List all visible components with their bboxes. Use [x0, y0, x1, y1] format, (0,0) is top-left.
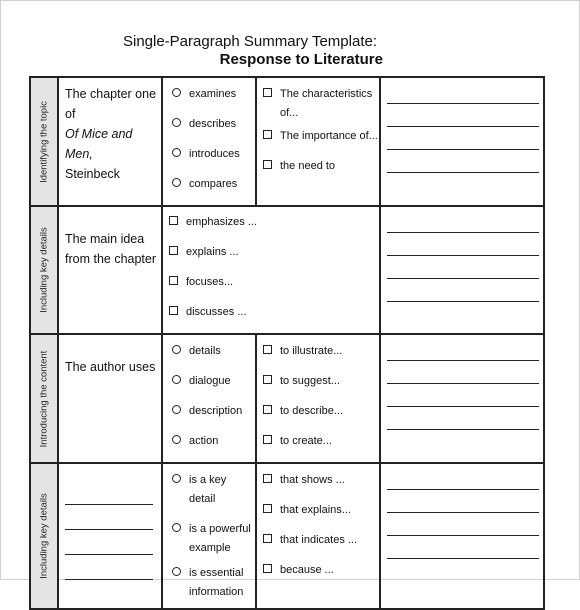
option-label: explains ... [186, 246, 239, 258]
writing-lines-cell [380, 77, 544, 206]
option-item[interactable] [172, 85, 255, 104]
writing-line[interactable] [387, 536, 539, 559]
option-label: The importance of... [280, 130, 378, 142]
option-label: details [189, 345, 221, 357]
book-title: Of Mice and Men, [65, 127, 133, 161]
template-row [30, 463, 544, 609]
option-label: is a powerful example [189, 523, 251, 554]
writing-lines-cell [380, 334, 544, 463]
option-label: is a key detail [189, 474, 227, 505]
option-item[interactable] [169, 303, 379, 322]
option-label: to illustrate... [280, 345, 343, 357]
option-label: that shows ... [280, 474, 345, 486]
template-row [30, 206, 544, 334]
option-item[interactable] [263, 561, 379, 580]
option-item[interactable] [172, 145, 255, 164]
radio-circle-icon[interactable] [172, 523, 181, 532]
option-item[interactable] [263, 531, 379, 550]
option-item[interactable] [263, 157, 379, 176]
option-item[interactable] [172, 402, 255, 421]
radio-circle-icon[interactable] [172, 118, 181, 127]
option-label: The characteristics of... [280, 88, 373, 119]
starter-cell [58, 77, 162, 206]
writing-line[interactable] [387, 513, 539, 536]
option-label: action [189, 435, 219, 447]
writing-line[interactable] [387, 150, 539, 173]
checkbox-icon[interactable] [263, 88, 272, 97]
option-item[interactable] [263, 432, 379, 451]
option-item[interactable] [172, 175, 255, 194]
writing-line[interactable] [387, 210, 539, 233]
option-item[interactable] [169, 243, 379, 262]
verb-options-cell [162, 334, 256, 463]
row-side-cell [30, 206, 58, 334]
option-label: to create... [280, 435, 332, 447]
option-label: discusses ... [186, 306, 247, 318]
side-label: Identifying the topic [38, 100, 50, 183]
option-label: because ... [280, 564, 334, 576]
option-item[interactable] [172, 372, 255, 391]
option-item[interactable] [172, 520, 255, 558]
radio-circle-icon[interactable] [172, 178, 181, 187]
starter-cell [58, 334, 162, 463]
row-side-cell [30, 334, 58, 463]
option-label: focuses... [186, 276, 234, 288]
option-label: to describe... [280, 405, 343, 417]
verb-options-cell [162, 77, 256, 206]
option-label: introduces [189, 148, 240, 160]
writing-line[interactable] [387, 256, 539, 279]
option-label: to suggest... [280, 375, 340, 387]
radio-circle-icon[interactable] [172, 375, 181, 384]
starter-text: The author uses [65, 360, 156, 374]
radio-circle-icon[interactable] [172, 567, 181, 576]
header-sub [0, 49, 383, 68]
checkbox-icon[interactable] [169, 306, 178, 315]
checkbox-icon[interactable] [263, 375, 272, 384]
page-title: Single-Paragraph Summary Template: [122, 33, 377, 50]
checkbox-icon[interactable] [169, 246, 178, 255]
writing-line[interactable] [387, 279, 539, 302]
option-label: the need to [280, 160, 336, 172]
option-item[interactable] [263, 471, 379, 490]
phrase-options-cell [256, 463, 380, 609]
checkbox-icon[interactable] [169, 216, 178, 225]
option-item[interactable] [263, 127, 379, 146]
checkbox-icon[interactable] [263, 435, 272, 444]
option-item[interactable] [263, 402, 379, 421]
writing-line[interactable] [387, 467, 539, 490]
checkbox-icon[interactable] [263, 405, 272, 414]
option-label: that explains... [280, 504, 351, 516]
option-item[interactable] [172, 432, 255, 451]
radio-circle-icon[interactable] [172, 148, 181, 157]
option-label: emphasizes ... [186, 216, 257, 228]
radio-circle-icon[interactable] [172, 405, 181, 414]
checkbox-icon[interactable] [263, 534, 272, 543]
writing-line[interactable] [65, 505, 153, 530]
writing-line[interactable] [387, 361, 539, 384]
option-label: that indicates ... [280, 534, 358, 546]
option-label: examines [189, 88, 237, 100]
writing-line[interactable] [387, 490, 539, 513]
option-item[interactable] [172, 564, 255, 602]
writing-line[interactable] [65, 530, 153, 555]
summary-template-table [29, 76, 545, 610]
starter-text: The main idea [65, 232, 145, 246]
option-item[interactable] [263, 342, 379, 361]
writing-line[interactable] [387, 127, 539, 150]
writing-line[interactable] [65, 480, 153, 505]
writing-lines-cell [380, 206, 544, 334]
option-item[interactable] [169, 273, 379, 292]
writing-line[interactable] [387, 104, 539, 127]
side-label: Introducing the content [38, 350, 50, 447]
option-label: describes [189, 118, 237, 130]
phrase-options-cell [256, 334, 380, 463]
writing-line[interactable] [387, 81, 539, 104]
verb-options-cell [162, 206, 380, 334]
verb-options-cell [162, 463, 256, 609]
radio-circle-icon[interactable] [172, 88, 181, 97]
option-item[interactable] [263, 501, 379, 520]
checkbox-icon[interactable] [263, 130, 272, 139]
checkbox-icon[interactable] [263, 160, 272, 169]
option-label: is essential information [189, 567, 244, 598]
starter-cell [58, 463, 162, 609]
option-label: compares [189, 178, 238, 190]
starter-text: from the chapter [65, 252, 157, 266]
checkbox-icon[interactable] [263, 474, 272, 483]
checkbox-icon[interactable] [169, 276, 178, 285]
template-row [30, 334, 544, 463]
writing-line[interactable] [65, 555, 153, 580]
checkbox-icon[interactable] [263, 345, 272, 354]
side-label: Including key details [38, 227, 50, 313]
starter-text: The chapter one [65, 87, 157, 101]
starter-cell [58, 206, 162, 334]
option-item[interactable] [263, 372, 379, 391]
option-item[interactable] [263, 85, 379, 123]
row-side-cell [30, 463, 58, 609]
phrase-options-cell [256, 77, 380, 206]
radio-circle-icon[interactable] [172, 474, 181, 483]
radio-circle-icon[interactable] [172, 435, 181, 444]
writing-line[interactable] [387, 338, 539, 361]
option-item[interactable] [172, 115, 255, 134]
writing-line[interactable] [387, 233, 539, 256]
checkbox-icon[interactable] [263, 504, 272, 513]
writing-lines-cell [380, 463, 544, 609]
option-item[interactable] [172, 471, 255, 509]
row-side-cell [30, 77, 58, 206]
option-item[interactable] [169, 213, 379, 232]
checkbox-icon[interactable] [263, 564, 272, 573]
option-label: dialogue [189, 375, 231, 387]
header [0, 33, 377, 50]
radio-circle-icon[interactable] [172, 345, 181, 354]
option-item[interactable] [172, 342, 255, 361]
template-row [30, 77, 544, 206]
starter-text: of [65, 107, 76, 121]
side-label: Including key details [38, 493, 50, 579]
starter-text: Steinbeck [65, 167, 120, 181]
writing-line[interactable] [387, 407, 539, 430]
page-subtitle: Response to Literature [219, 51, 383, 68]
option-label: description [189, 405, 243, 417]
writing-line[interactable] [387, 384, 539, 407]
